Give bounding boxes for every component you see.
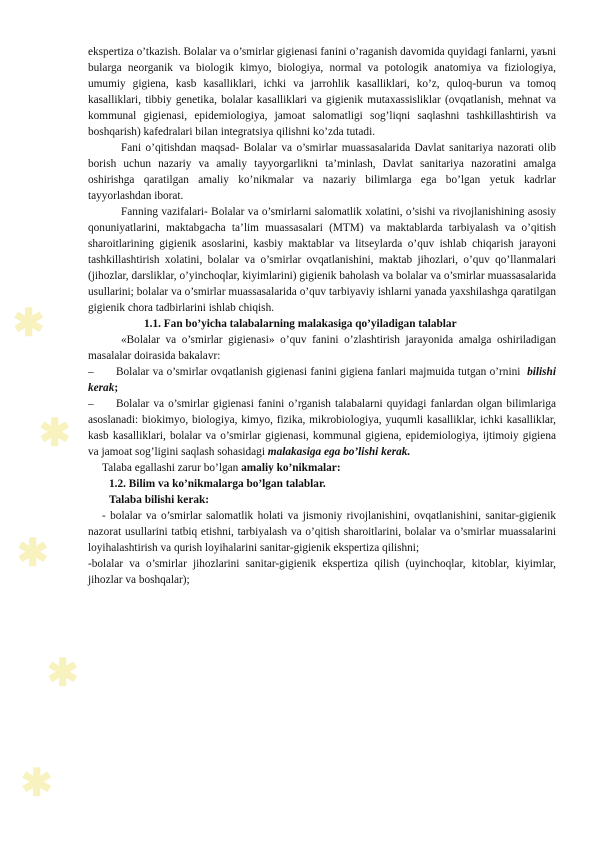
paragraph-student-2: -bolalar va o’smirlar jihozlarini sanitar-gigienik ekspertiza qilish (uyinchoqlar, kitoblar, kiyimlar, jihozlar va boshqalar); — [88, 558, 556, 586]
paragraph-tasks: Fanning vazifalari- Bolalar va o’smirlarni salomatlik xolatini, o’sishi va rivojlanishining asosiy qonuniyatlarini, maktabgacha ta’lim muassasalari (MTM) va maktablarda tarbiyalash va o’qitish sharoitlarining gigienik asoslarini, kasbiy maktablar va litseylarda o’quv ishlab chiqarish jarayoni tashkillashtirish xolatini, bolalar va o’smirlar ovqatlanishini, maktab jihozlari, o’quv qo’llanmalari (jihozlar, darsliklar, o’yinchoqlar, kiyimlarini) gigienik baholash va bolalar va o’smirlar muassasalarida usullarini; bolalar va o’smirlar muassasalarida o’quv tarbiyaviy ishlarni yanada yaxshilashga qaratilgan gigienik chora tadbirlarini ishlab chiqish. — [88, 206, 556, 314]
list-item-end: ; — [114, 382, 119, 394]
skills-bold: amaliy ko’nikmalar: — [241, 462, 341, 474]
paragraph-student-1: - bolalar va o’smirlar salomatlik holati va jismoniy rivojlanishini, ovqatlanishini, sanitar-gigienik nazorat usullarini tatbiq etishni, tarbiyalash va o’qitish sharoitlarini, bolalar va o’smirlar muassalarini loyihalashtirish va qurish loyihalarini sanitar-gigienik ekspertiza qilishni; — [88, 510, 556, 554]
paragraph-integration: ekspertiza o’tkazish. Bolalar va o’smirlar gigienasi fanini o’raganish davomida quyidagi fanlarni, yаъni bularga neorganik va biologik kimyo, biologiya, normal va potologik anatomiya va fiziologiya, umumiy gigiena, kasb kasalliklari, ichki va jarrohlik kasalliklari, ko’z, quloq-burun va tomoq kasalliklari, tibbiy genetika, bolalar kasalliklari va gigienik mutaxassisliklar (ovqatlanish, mehnat va kommunal gigienasi, epidemiologiya, jamoat salomatligi sog’liqni saqlashni tashkillashtirish va boshqarish) kafedralari bilan integratsiya qilishni ko’zda tutadi. — [88, 46, 556, 138]
list-item — [88, 396, 556, 460]
paragraph-goal: Fani o’qitishdan maqsad- Bolalar va o’smirlar muassasalarida Davlat sanitariya nazorati olib borish uchun nazariy va amaliy tayyorgarlikni ta’minlash, Davlat sanitariya nazoratini amalga oshirishga qaratilgan amaliy ko’nikmalar va nazariy bilimlarga ega bo’lgan yetuk kadrlar tayyorlashdan iborat. — [88, 142, 556, 202]
skills-text: Talaba egallashi zarur bo’lgan — [102, 462, 239, 474]
subheading-student-knows: Talaba bilishi kerak: — [109, 494, 210, 506]
section-heading-1-2: 1.2. Bilim va ko’nikmalarga bo’lgan talablar. — [109, 478, 326, 490]
list-item-text: Bolalar va o’smirlar gigienasi fanini o’rganish talabalarni quyidagi fanlardan olgan bilimlariga asoslanadi: biokimyo, biologiya, kimyo, fizika, mikrobiologiya, yuqumli kasalliklar, ichki kasalliklar, kasb kasalliklari, bolalar va o’smirlar gigienasi, kommunal gigiena, epidemiologiya, ijtimoiy gigiena va jamoat sog’ligini saqlash sohasidagi — [88, 398, 556, 458]
list-dash: – — [88, 366, 94, 378]
paragraph-bachelor: «Bolalar va o’smirlar gigienasi» o’quv fanini o’zlashtirish jarayonida amalga oshiriladigan masalalar doirasida bakalavr: — [88, 334, 556, 362]
list-item-emphasis: malakasiga ega bo’lishi kerak. — [267, 446, 411, 458]
section-heading-1-1: 1.1. Fan bo’yicha talabalarning malakasiga qo’yiladigan talablar — [144, 318, 457, 330]
list-item-emphasis: bilishi kerak — [88, 366, 556, 394]
watermark-glyph: ✱ — [12, 758, 65, 808]
paragraph-skills — [88, 460, 556, 476]
watermark-glyph: ✱ — [4, 298, 57, 348]
list-dash: – — [88, 398, 94, 410]
document-page — [88, 44, 556, 588]
watermark-glyph: ✱ — [30, 408, 83, 458]
list-item-text: Bolalar va o’smirlar ovqatlanish gigienasi fanini gigiena fanlari majmuida tutgan o’rnini — [116, 366, 521, 378]
watermark-glyph: ✱ — [38, 648, 91, 698]
watermark-glyph: ✱ — [8, 528, 61, 578]
list-item — [88, 364, 556, 396]
